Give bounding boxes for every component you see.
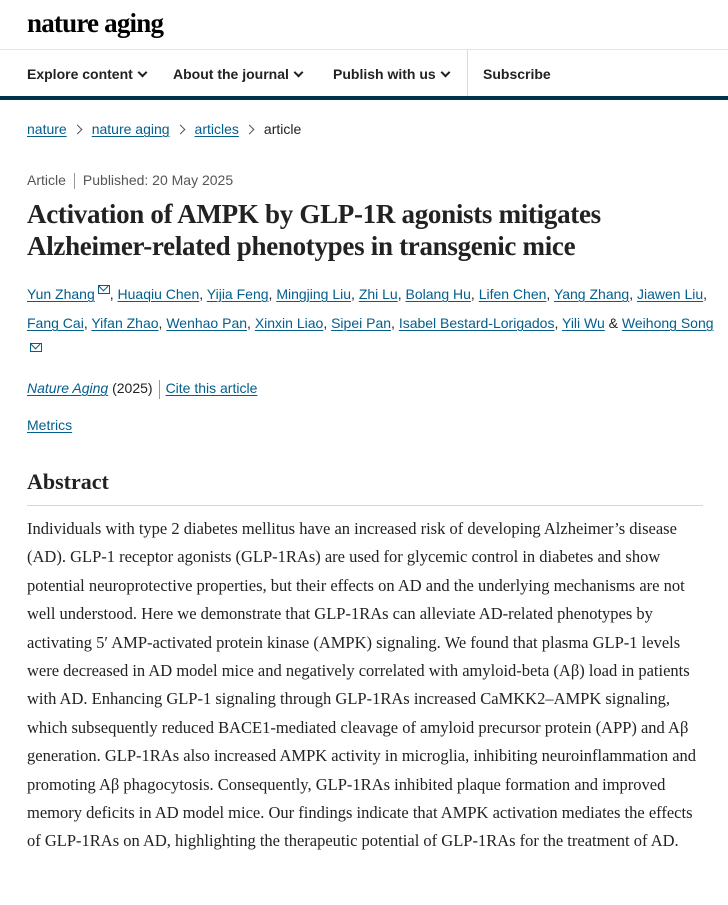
author-link[interactable]: Fang Cai (27, 315, 84, 331)
article-meta (27, 172, 233, 189)
author-link[interactable]: Isabel Bestard-Lorigados (398, 315, 555, 331)
chevron-down-icon (137, 68, 147, 78)
author-link[interactable]: Zhi Lu (358, 286, 398, 302)
cite-this-article-link[interactable]: Cite this article (165, 380, 258, 397)
nav-about-journal-label: About the journal (173, 66, 289, 82)
chevron-right-icon (244, 125, 254, 135)
chevron-down-icon (440, 68, 450, 78)
published-date: Published: 20 May 2025 (82, 172, 234, 188)
author-link[interactable]: Huaqiu Chen (117, 286, 200, 302)
nav-subscribe-label: Subscribe (483, 66, 551, 82)
author-link[interactable]: Mingjing Liu (276, 286, 352, 302)
author-link[interactable]: Wenhao Pan (166, 315, 248, 331)
abstract-divider (27, 505, 703, 506)
main-nav (0, 50, 728, 100)
author-link[interactable]: Yijia Feng (206, 286, 269, 302)
publication-year: (2025) (112, 380, 153, 397)
breadcrumb-current: article (263, 121, 302, 137)
nav-subscribe[interactable] (483, 66, 551, 82)
article-title: Activation of AMPK by GLP-1R agonists mitigates Alzheimer-related phenotypes in transgenic mice (27, 199, 601, 261)
author-link[interactable]: Bolang Hu (405, 286, 471, 302)
author-link[interactable]: Lifen Chen (478, 286, 547, 302)
abstract-heading: Abstract (27, 469, 109, 494)
author-joiner: & (604, 315, 622, 331)
nav-publish-with-us-label: Publish with us (333, 66, 436, 82)
author-link[interactable]: Sipei Pan (331, 315, 392, 331)
metrics-section (27, 417, 72, 433)
breadcrumb-nature[interactable]: nature (27, 121, 67, 137)
nav-divider (467, 50, 468, 96)
journal-link[interactable]: Nature Aging (27, 380, 109, 397)
metrics-link[interactable]: Metrics (27, 417, 73, 433)
author-link[interactable]: Xinxin Liao (254, 315, 324, 331)
chevron-down-icon (293, 68, 303, 78)
site-header (0, 0, 728, 50)
author-link[interactable]: Yang Zhang (553, 286, 630, 302)
author-list: Yun Zhang , Huaqiu Chen, Yijia Feng, Mingjing Liu, Zhi Lu, Bolang Hu, Lifen Chen, Yang Zhang, Jiawen Liu, Fang Cai, Yifan Zhao, Wenhao Pan, Xinxin Liao, Sipei Pan, Isabel Bestard-Lorigados, Yili Wu & Weihong Song (27, 280, 717, 367)
chevron-right-icon (72, 125, 82, 135)
chevron-right-icon (175, 125, 185, 135)
author-link[interactable]: Jiawen Liu (636, 286, 704, 302)
citation-divider (159, 380, 160, 399)
author-link[interactable]: Weihong Song (621, 315, 714, 331)
meta-divider (74, 173, 75, 189)
breadcrumb-articles[interactable]: articles (194, 121, 239, 137)
nav-explore-content[interactable] (27, 66, 146, 82)
nav-publish-with-us[interactable] (333, 66, 449, 82)
nav-about-journal[interactable] (173, 66, 302, 82)
site-logo[interactable]: nature aging (27, 8, 164, 38)
author-link[interactable]: Yili Wu (562, 315, 605, 331)
breadcrumb (27, 121, 301, 137)
abstract-text: Individuals with type 2 diabetes mellitus have an increased risk of developing Alzheimer’s disease (AD). GLP-1 receptor agonists (GLP-1RAs) are used for glycemic control in diabetes and show potential neuroprotective properties, but their effects on AD and the underlying mechanisms are not well understood. Here we demonstrate that GLP-1RAs can alleviate AD-related phenotypes by activating 5′ AMP-activated protein kinase (AMPK) signaling. We found that plasma GLP-1 levels were decreased in AD model mice and negatively correlated with amyloid-beta (Aβ) load in patients with AD. Enhancing GLP-1 signaling through GLP-1RAs increased CaMKK2–AMPK signaling, which subsequently reduced BACE1-mediated cleavage of amyloid precursor protein (APP) and Aβ generation. GLP-1RAs also increased AMPK activity in microglia, inhibiting neuroinflammation and promoting Aβ phagocytosis. Consequently, GLP-1RAs inhibited plaque formation and improved memory deficits in AD model mice. Our findings indicate that AMPK activation mediates the effects of GLP-1RAs on AD, highlighting the therapeutic potential of GLP-1RAs for the treatment of AD. (27, 519, 697, 851)
nav-explore-content-label: Explore content (27, 66, 133, 82)
article-type: Article (27, 172, 66, 188)
author-link[interactable]: Yifan Zhao (91, 315, 159, 331)
author-link[interactable]: Yun Zhang (27, 286, 95, 302)
envelope-icon[interactable] (98, 285, 110, 294)
citation-line (27, 380, 257, 399)
breadcrumb-nature-aging[interactable]: nature aging (91, 121, 170, 137)
envelope-icon[interactable] (30, 343, 42, 352)
